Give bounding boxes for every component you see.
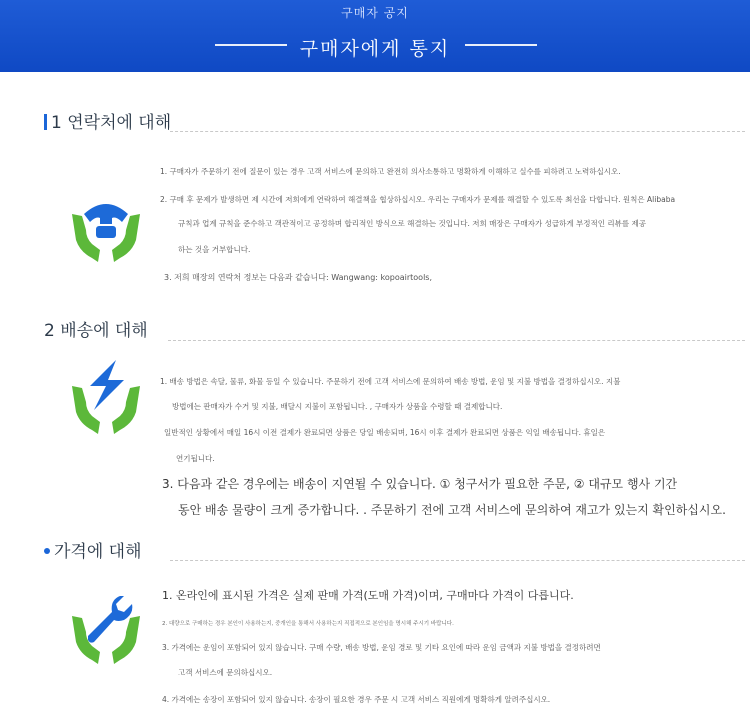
section-divider xyxy=(170,560,745,561)
notice-header xyxy=(0,0,750,72)
price-item-1: 1. 온라인에 표시된 가격은 실제 판매 가격(도매 가격)이며, 구매마다 가격이 다릅니다. xyxy=(162,589,574,602)
price-item-3: 3. 가격에는 운임이 포함되어 있지 않습니다. 구매 수량, 배송 방법, 운임 경로 및 기타 요인에 따라 운임 금액과 지불 방법을 결정하려면 xyxy=(162,643,601,652)
shipping-item-1-cont: 방법에는 판매자가 수거 및 지불, 배달시 지불이 포함됩니다. , 구매자가 상품을 수령할 때 결제합니다. xyxy=(172,402,503,411)
section-title-shipping: 2 배송에 대해 xyxy=(44,321,148,341)
shipping-item-1: 1. 배송 방법은 속달, 물류, 화물 등일 수 있습니다. 주문하기 전에 고객 서비스에 문의하여 배송 방법, 운임 및 지불 방법을 결정하십시오. 지불 xyxy=(160,377,621,386)
header-title: 구매자에게 통지 xyxy=(299,38,451,60)
contact-item-1: 1. 구매자가 주문하기 전에 질문이 있는 경우 고객 서비스에 문의하고 완전히 의사소통하고 명확하게 이해하고 실수를 피하려고 노력하십시오. xyxy=(160,167,621,176)
section-bullet xyxy=(44,548,50,554)
section-divider xyxy=(170,131,745,132)
phone-in-hands-icon xyxy=(66,192,146,272)
contact-item-2-cont2: 하는 것을 거부합니다. xyxy=(178,245,251,254)
lightning-in-hands-icon xyxy=(66,356,146,436)
header-subtitle: 구매자 공지 xyxy=(341,6,409,20)
shipping-item-2: 일반적인 상황에서 매일 16시 이전 결제가 완료되면 상품은 당일 배송되며, 16시 이후 결제가 완료되면 상품은 익일 배송됩니다. 휴일은 xyxy=(164,428,606,437)
contact-item-2-cont: 규칙과 업계 규칙을 준수하고 객관적이고 공정하며 합리적인 방식으로 해결하는 것입니다. 저희 매장은 구매자가 성급하게 부정적인 리뷰를 제공 xyxy=(178,219,646,228)
contact-item-2: 2. 구매 후 문제가 발생하면 제 시간에 저희에게 연락하여 해결책을 협상하십시오. 우리는 구매자가 문제를 해결할 수 있도록 최선을 다합니다. 원칙은 Alibaba xyxy=(160,195,676,204)
shipping-item-2-cont: 연기됩니다. xyxy=(176,454,215,463)
price-item-3-cont: 고객 서비스에 문의하십시오. xyxy=(178,668,273,677)
wrench-in-hands-icon xyxy=(66,586,146,666)
section-divider xyxy=(168,340,745,341)
price-item-2: 2. 대량으로 구매하는 경우 본인이 사용하는지, 중개인을 통해서 사용하는지 직접적으로 본인임을 명시해 주시기 바랍니다. xyxy=(162,621,454,627)
header-right-rule xyxy=(465,44,537,46)
price-item-4: 4. 가격에는 송장이 포함되어 있지 않습니다. 송장이 필요한 경우 주문 시 고객 서비스 직원에게 명확하게 알려주십시오. xyxy=(162,695,551,704)
shipping-item-3-cont: 동안 배송 물량이 크게 증가합니다. . 주문하기 전에 고객 서비스에 문의하여 재고가 있는지 확인하십시오. xyxy=(178,503,726,517)
section-title-price: 가격에 대해 xyxy=(44,537,142,562)
section-title-contact: 1 연락처에 대해 xyxy=(44,108,171,133)
contact-item-3: 3. 저희 매장의 연락처 정보는 다음과 같습니다: Wangwang: kopoairtools, xyxy=(164,273,433,282)
section-marker xyxy=(44,114,47,130)
shipping-item-3: 3. 다음과 같은 경우에는 배송이 지연될 수 있습니다. ① 청구서가 필요한 주문, ② 대규모 행사 기간 xyxy=(162,477,678,491)
